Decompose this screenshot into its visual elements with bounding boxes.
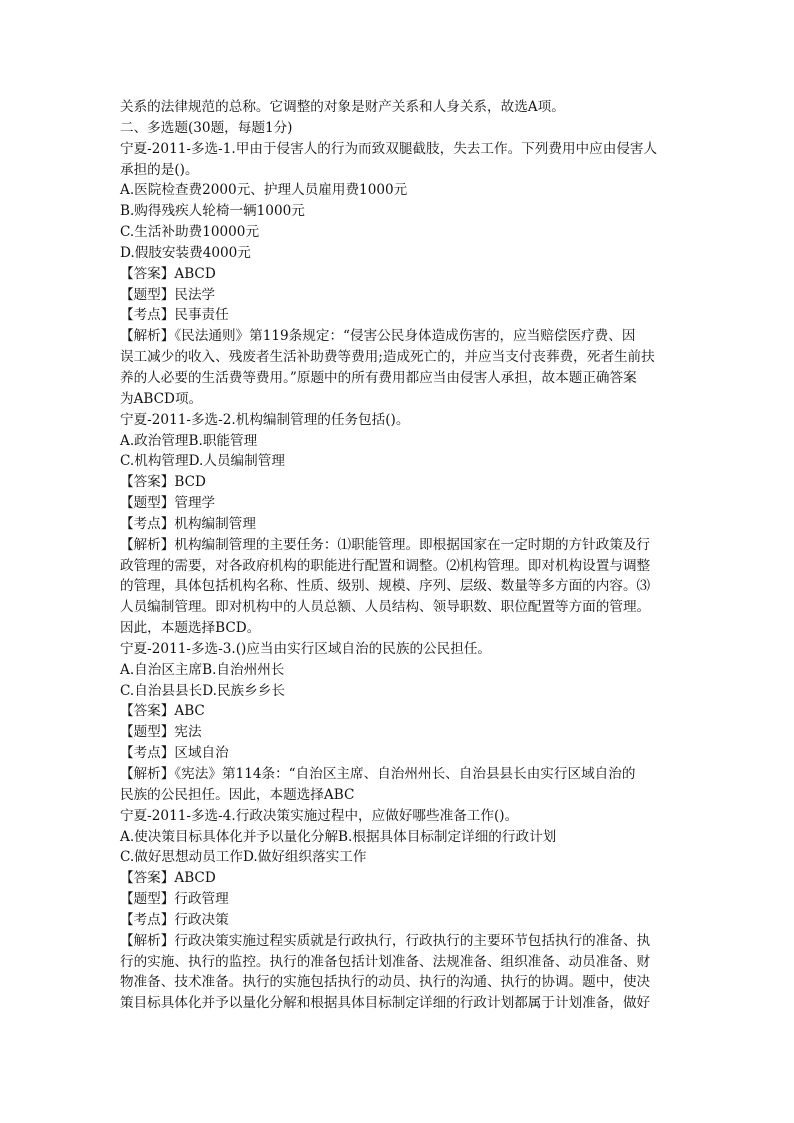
text-line: 的管理，具体包括机构名称、性质、级别、规模、序列、层级、数量等多方面的内容。⑶ — [120, 578, 651, 595]
text-line: 【考点】区域自治 — [120, 745, 229, 762]
text-line: 人员编制管理。即对机构中的人员总额、人员结构、领导职数、职位配置等方面的管理。 — [120, 599, 651, 616]
text-line: 【考点】行政决策 — [120, 911, 229, 928]
text-line: C.做好思想动员工作D.做好组织落实工作 — [120, 849, 367, 866]
text-line: 【答案】ABC — [120, 703, 205, 720]
text-line: 【解析】行政决策实施过程实质就是行政执行，行政执行的主要环节包括执行的准备、执 — [120, 932, 651, 949]
text-line: 宁夏-2011-多选-3.()应当由实行区域自治的民族的公民担任。 — [120, 640, 492, 657]
text-line: 【题型】管理学 — [120, 495, 216, 512]
text-line: 【答案】BCD — [120, 474, 206, 491]
text-line: 为ABCD项。 — [120, 390, 203, 407]
text-line: 【解析】《民法通则》第119条规定：“侵害公民身体造成伤害的，应当赔偿医疗费、因 — [120, 328, 636, 345]
text-line: 【解析】机构编制管理的主要任务：⑴职能管理。即根据国家在一定时期的方针政策及行 — [120, 536, 651, 553]
text-line: 【题型】民法学 — [120, 286, 216, 303]
text-line: 【答案】ABCD — [120, 265, 216, 282]
text-line: 【答案】ABCD — [120, 870, 216, 887]
text-line: 宁夏-2011-多选-2.机构编制管理的任务包括()。 — [120, 411, 410, 428]
text-line: 宁夏-2011-多选-1.甲由于侵害人的行为而致双腿截肢，失去工作。下列费用中应由侵害人 — [120, 140, 658, 157]
text-line: 物准备、技术准备。执行的实施包括执行的动员、执行的沟通、执行的协调。题中，使决 — [120, 974, 651, 991]
text-line: 【解析】《宪法》第114条：“自治区主席、自治州州长、自治县县长由实行区域自治的 — [120, 766, 636, 782]
text-line: C.生活补助费10000元 — [120, 224, 260, 241]
text-line: A.政治管理B.职能管理 — [120, 432, 258, 449]
text-line: D.假肢安装费4000元 — [120, 244, 251, 261]
text-line: 行的实施、执行的监控。执行的准备包括计划准备、法规准备、组织准备、动员准备、财 — [120, 953, 651, 970]
document-body — [120, 97, 680, 1014]
text-line: A.医院检查费2000元、护理人员雇用费1000元 — [120, 182, 408, 199]
text-line: 因此，本题选择BCD。 — [120, 620, 261, 637]
text-line: A.自治区主席B.自治州州长 — [120, 661, 285, 678]
text-line: 政管理的需要，对各政府机构的职能进行配置和调整。⑵机构管理。即对机构设置与调整 — [120, 557, 651, 574]
text-line: 【题型】宪法 — [120, 724, 202, 741]
text-line: B.购得残疾人轮椅一辆1000元 — [120, 203, 305, 220]
text-line: 养的人必要的生活费等费用。”原题中的所有费用都应当由侵害人承担，故本题正确答案 — [120, 369, 637, 386]
text-line: 承担的是()。 — [120, 161, 199, 178]
text-line: 【考点】民事责任 — [120, 307, 229, 324]
text-line: C.机构管理D.人员编制管理 — [120, 453, 285, 470]
text-line: 宁夏-2011-多选-4.行政决策实施过程中，应做好哪些准备工作()。 — [120, 807, 519, 824]
text-line: 策目标具体化并予以量化分解和根据具体目标制定详细的行政计划都属于计划准备，做好 — [120, 995, 651, 1012]
text-line: 【考点】机构编制管理 — [120, 515, 256, 532]
text-line: 误工减少的收入、残废者生活补助费等费用;造成死亡的，并应当支付丧葬费，死者生前扶 — [120, 349, 655, 366]
text-line: 【题型】行政管理 — [120, 891, 229, 908]
text-line: A.使决策目标具体化并予以量化分解B.根据具体目标制定详细的行政计划 — [120, 828, 557, 845]
text-line: 民族的公民担任。因此，本题选择ABC — [120, 786, 355, 803]
text-line: 关系的法律规范的总称。它调整的对象是财产关系和人身关系，故选A项。 — [120, 99, 565, 115]
text-line: 二、多选题(30题，每题1分) — [120, 119, 293, 136]
text-line: C.自治县县长D.民族乡乡长 — [120, 682, 285, 699]
